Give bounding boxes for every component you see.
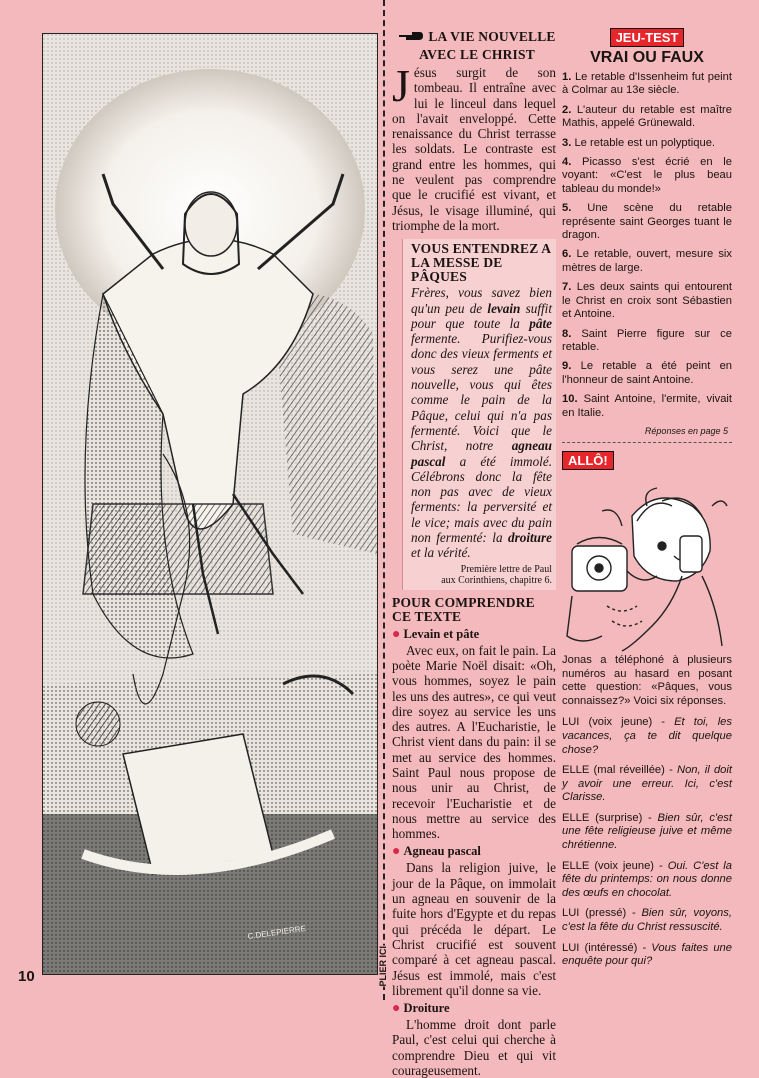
messe-text-part: suffit pour que toute la xyxy=(411,300,552,331)
speech: Oui. C'est la fête du printemps: on nous donne des œufs en chocolat. xyxy=(562,859,732,899)
quiz-item xyxy=(562,202,732,242)
vie-nouvelle-title-2: AVEC LE CHRIST xyxy=(419,47,535,62)
comprendre-heading xyxy=(392,596,556,624)
speaker: LUI (voix jeune) - xyxy=(562,716,675,729)
bullet-icon: ● xyxy=(392,844,401,860)
quiz-text: Le retable a été peint en l'honneur de saint Antoine. xyxy=(562,360,733,386)
comprendre-title-1: POUR COMPRENDRE xyxy=(392,594,535,610)
quiz-text: Saint Antoine, l'ermite, vivait en Italie. xyxy=(562,393,733,419)
right-column xyxy=(562,28,732,976)
quiz-item xyxy=(562,71,732,98)
speech: Vous faites une enquête pour qui? xyxy=(562,941,732,968)
quiz-item xyxy=(562,156,732,196)
allo-header xyxy=(562,451,732,470)
fold-label: PLIER ICI xyxy=(378,946,388,987)
section-heading-text: Droiture xyxy=(403,1001,450,1016)
quiz-item xyxy=(562,104,732,131)
dialogue-line xyxy=(562,764,732,805)
keyword-levain: levain xyxy=(487,300,521,316)
comprendre-title-2: CE TEXTE xyxy=(392,608,462,624)
quiz-text: Saint Pierre figure sur ce retable. xyxy=(562,327,732,353)
section-heading xyxy=(392,1001,556,1017)
quiz-answer-ref: Réponses en page 5 xyxy=(644,425,728,436)
quiz-num: 8. xyxy=(562,327,572,340)
quiz-text: L'auteur du retable est maître Mathis, appelé Grünewald. xyxy=(562,103,733,130)
bullet-icon: ● xyxy=(392,1001,401,1017)
quiz-num: 10. xyxy=(562,393,578,406)
speaker: ELLE (voix jeune) - xyxy=(562,859,668,872)
messe-title-1: VOUS ENTENDREZ A xyxy=(411,241,552,257)
jeu-test-tag: JEU-TEST xyxy=(610,28,685,47)
messe-text-part: a été immolé. Célébrons donc la fête non pas avec de vieux ferments: la perversité et le vice; mais avec du pain non fermenté: la xyxy=(411,453,552,546)
messe-text-part: et la vérité. xyxy=(411,545,471,561)
dialogue-line xyxy=(562,860,732,901)
quiz-text: Le retable, ouvert, mesure six mètres de large. xyxy=(562,248,733,274)
section-heading-text: Levain et pâte xyxy=(403,626,480,641)
allo-intro: Jonas a téléphoné à plusieurs numéros au hasard en posant cette question: «Pâques, vous connaissez?» Voici six réponses. xyxy=(562,653,732,707)
quiz-text: Picasso s'est écrié en le voyant: «C'est le plus beau tableau du monde!» xyxy=(562,156,732,195)
divider xyxy=(562,442,732,443)
keyword-agneau: agneau pascal xyxy=(411,438,552,469)
quiz-item xyxy=(562,281,732,321)
source-line: Première lettre de Paul xyxy=(460,563,552,575)
section-agneau xyxy=(392,844,556,998)
vie-nouvelle-title-1: LA VIE NOUVELLE xyxy=(428,29,556,44)
speaker: ELLE (mal réveillée) - xyxy=(562,764,677,777)
quiz-item xyxy=(562,360,732,387)
quiz-num: 4. xyxy=(562,156,572,169)
quiz-title: VRAI OU FAUX xyxy=(590,49,704,66)
messe-source xyxy=(411,564,552,586)
speech: Bien sûr, c'est une fête religieuse juive et même chrétienne. xyxy=(562,811,732,852)
messe-text-part: fermente. Purifiez-vous donc des vieux ferments et vous serez une pâte nouvelle, vous qui êtes comme le pain de la Pâque, celui qui n'a pas fermenté. Voici que le Christ, notre xyxy=(411,331,552,454)
quiz-item xyxy=(562,328,732,355)
middle-column xyxy=(392,28,556,1078)
section-heading xyxy=(392,627,556,643)
page-number: 10 xyxy=(18,968,35,985)
jeu-test-header xyxy=(562,28,732,47)
quiz-list xyxy=(562,71,732,420)
keyword-droiture: droiture xyxy=(508,530,552,546)
quiz-num: 2. xyxy=(562,103,572,116)
dialogue-line xyxy=(562,942,732,969)
resurrection-illustration xyxy=(42,33,378,975)
quiz-num: 5. xyxy=(562,202,572,215)
quiz-num: 9. xyxy=(562,360,572,373)
quiz-num: 1. xyxy=(562,71,572,83)
section-heading-text: Agneau pascal xyxy=(403,844,481,859)
section-text: Dans la religion juive, le jour de la Pâque, on immolait un agneau en souvenir de la fuite hors d'Egypte et du repas qui précéda le départ. Le Christ crucifié est souvent comparé à cet agneau pascal. Jésus est immolé, mais c'est librement qu'il donne sa vie. xyxy=(392,860,556,998)
messe-box xyxy=(402,239,556,589)
dialogue-line xyxy=(562,907,732,934)
dialogue-line xyxy=(562,716,732,757)
speech: Non, il doit y avoir une erreur. Ici, c'est Clarisse. xyxy=(562,764,732,804)
svg-text:C.DELEPIERRE: C.DELEPIERRE xyxy=(247,923,307,941)
quiz-item xyxy=(562,248,732,275)
bullet-icon: ● xyxy=(392,626,401,642)
speech: Bien sûr, voyons, c'est la fête du Christ ressuscité. xyxy=(562,907,732,934)
vie-nouvelle-body: ésus surgit de son tombeau. Il entraîne avec lui le linceul dans lequel on l'avait enveloppé. Cette renaissance du Christ terrasse les soldats. Le contraste est grand entre les hommes, qui ne veulent pas comprendre que le crucifié est vivant, et Jésus, le visage illuminé, qui triomphe de la mort. xyxy=(392,65,556,233)
quiz-num: 6. xyxy=(562,248,572,261)
quiz-text: Les deux saints qui entourent le Christ en croix sont Sébastien et Antoine. xyxy=(562,281,732,321)
phone-cartoon-illustration xyxy=(562,476,732,654)
quiz-item xyxy=(562,137,732,150)
source-line: aux Corinthiens, chapitre 6. xyxy=(441,574,552,586)
section-text: L'homme droit dont parle Paul, c'est celui qui cherche à comprendre Dieu et qui vit courageusement. xyxy=(392,1017,556,1078)
speech: Et toi, les vacances, ça te dit quelque chose? xyxy=(562,716,733,756)
quiz-text: Une scène du retable représente saint Georges tuant le dragon. xyxy=(562,202,732,242)
fold-line xyxy=(383,0,385,1000)
section-levain xyxy=(392,627,556,842)
allo-tag: ALLÔ! xyxy=(562,451,614,470)
dialogue-line xyxy=(562,812,732,853)
speaker: ELLE (surprise) - xyxy=(562,811,658,824)
messe-title-2: LA MESSE DE PÂQUES xyxy=(411,255,503,285)
pointing-hand-icon xyxy=(398,29,424,41)
vie-nouvelle-text xyxy=(392,60,556,233)
dialogue-list xyxy=(562,716,732,969)
speaker: LUI (pressé) - xyxy=(562,907,642,920)
section-heading xyxy=(392,844,556,860)
speaker: LUI (intéressé) - xyxy=(562,941,652,954)
section-text: Avec eux, on fait le pain. La poète Marie Noël disait: «Oh, vous hommes, soyez le pain les uns des autres», ce qui veut dire soyez au service les uns des autres. A l'Eucharistie, le Christ vient dans du pain: il se met au service des hommes. Saint Paul nous propose de nous unir au Christ, de recevoir l'Eucharistie et de nous mettre au service des hommes. xyxy=(392,642,556,842)
drop-cap: J xyxy=(392,60,410,111)
quiz-num: 7. xyxy=(562,281,572,294)
messe-text xyxy=(411,285,552,560)
quiz-text: Le retable d'Issenheim fut peint à Colmar au 13e siècle. xyxy=(562,71,732,97)
quiz-num: 3. xyxy=(562,136,572,149)
keyword-pate: pâte xyxy=(529,315,552,331)
messe-text-part: Frères, vous savez bien qu'un peu de xyxy=(411,285,552,316)
quiz-item xyxy=(562,393,732,420)
quiz-text: Le retable est un polyptique. xyxy=(574,136,716,149)
vie-nouvelle-heading xyxy=(392,28,556,64)
section-droiture xyxy=(392,1001,556,1078)
